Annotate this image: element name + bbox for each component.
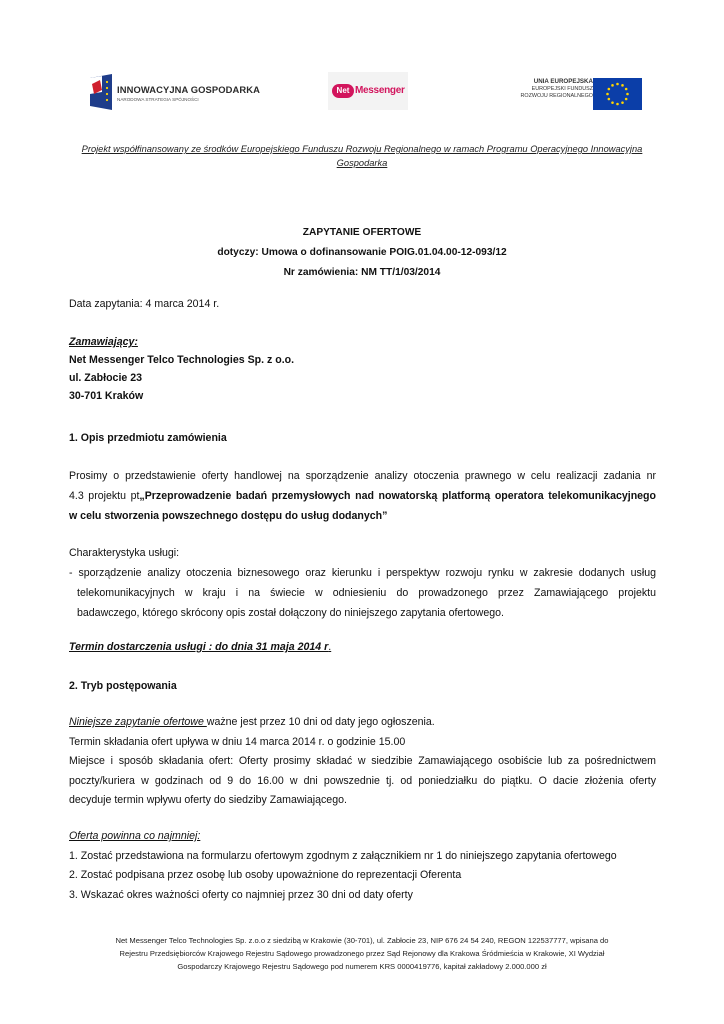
validity-italic: Niniejsze zapytanie ofertowe bbox=[69, 716, 207, 728]
bullet-line2: telekomunikacyjnych w kraju i na świecie w odniesieniu do prowadzonego przez Zamawiającego projektu bbox=[77, 587, 656, 599]
orderer-city: 30-701 Kraków bbox=[69, 390, 144, 402]
eu-star-icon bbox=[611, 84, 614, 87]
ue-logo-line2: EUROPEJSKI FUNDUSZ bbox=[531, 86, 593, 92]
place-line3: decyduje termin wpływu oferty do siedziby Zamawiającego. bbox=[69, 794, 347, 806]
place-line2: poczty/kuriera w godzinach od 9 do 16.00 w dni powszednie tj. od poniedziałku do piątku. O dacie złożenia oferty bbox=[69, 774, 656, 787]
nm-logo-badge: Net bbox=[332, 84, 354, 98]
agreement-reference: dotyczy: Umowa o dofinansowanie POIG.01.04.00-12-093/12 bbox=[217, 247, 507, 258]
section1-heading: 1. Opis przedmiotu zamówienia bbox=[69, 432, 227, 444]
project-cofinancing-note: Projekt współfinansowany ze środków Europejskiego Funduszu Rozwoju Regionalnego w ramach Programu Operacyjnego Innowacyjna Gospodarka bbox=[81, 144, 643, 168]
footer-line2: Rejestru Przedsiębiorców Krajowego Rejestru Sądowego prowadzonego przez Sąd Rejonowy dla Krakowa Śródmieścia w Krakowie, XI Wydział bbox=[119, 949, 605, 958]
project-title-part1: „Przeprowadzenie badań przemysłowych nad nowatorską platformą operatora telekomunikacyjnego bbox=[139, 490, 656, 502]
ig-logo-subtitle: NARODOWA STRATEGIA SPÓJNOŚCI bbox=[117, 97, 199, 102]
footer-line1: Net Messenger Telco Technologies Sp. z.o.o z siedzibą w Krakowie (30-701), ul. Zabłocie 23, NIP 676 24 54 240, REGON 122537777, wpisana do bbox=[115, 936, 609, 945]
net-messenger-logo bbox=[328, 72, 408, 110]
document-title-block bbox=[0, 223, 724, 283]
delivery-deadline-text: Termin dostarczenia usługi : do dnia 31 maja 2014 r bbox=[69, 641, 329, 653]
offer-item: 2. Zostać podpisana przez osobę lub osoby upoważnione do reprezentacji Oferenta bbox=[69, 869, 462, 881]
eu-star-icon bbox=[621, 101, 624, 104]
logos-header bbox=[88, 72, 644, 112]
ue-logo-text bbox=[501, 78, 593, 108]
orderer-block bbox=[69, 333, 656, 405]
company-footer bbox=[60, 934, 664, 973]
eu-star-icon bbox=[606, 93, 609, 96]
ue-logo-line3: ROZWOJU REGIONALNEGO bbox=[520, 93, 593, 99]
delivery-deadline-end: . bbox=[328, 641, 332, 653]
characteristic-heading: Charakterystyka usługi: bbox=[69, 547, 180, 559]
offer-item: 1. Zostać przedstawiona na formularzu ofertowym zgodnym z załącznikiem nr 1 do niniejszego zapytania ofertowego bbox=[69, 849, 617, 862]
offer-item: 3. Wskazać okres ważności oferty co najmniej przez 30 dni od daty oferty bbox=[69, 888, 413, 901]
ue-logo-line1: UNIA EUROPEJSKA bbox=[533, 78, 593, 85]
characteristic-block bbox=[69, 543, 656, 623]
ig-logo-title: INNOWACYJNA GOSPODARKA bbox=[117, 84, 261, 95]
orderer-heading: Zamawiający: bbox=[69, 336, 138, 348]
validity-rest: ważne jest przez 10 dni od daty jego ogłoszenia. bbox=[206, 716, 435, 728]
ig-flag-icon bbox=[88, 74, 114, 110]
section1-line2 bbox=[69, 486, 656, 506]
orderer-name: Net Messenger Telco Technologies Sp. z o.o. bbox=[69, 354, 295, 366]
section1-line2-prefix: 4.3 projektu pt bbox=[69, 490, 140, 502]
request-date: Data zapytania: 4 marca 2014 r. bbox=[69, 298, 220, 310]
footer-line3: Gospodarczy Krajowego Rejestru Sądowego pod numerem KRS 0000419776, kapitał zakładowy 2.000.000 zł bbox=[177, 962, 547, 971]
submission-deadline: Termin składania ofert upływa w dniu 14 marca 2014 r. o godzinie 15.00 bbox=[69, 735, 406, 748]
eu-star-icon bbox=[626, 93, 629, 96]
place-line1: Miejsce i sposób składania ofert: Oferty prosimy składać w siedzibie Zamawiającego osobiście lub za pośrednictwem bbox=[69, 755, 656, 767]
section2-body bbox=[69, 713, 656, 811]
eu-star-icon bbox=[616, 83, 619, 86]
eu-flag-icon bbox=[593, 78, 642, 110]
eu-star-icon bbox=[611, 101, 614, 104]
eu-star-icon bbox=[625, 98, 628, 101]
offer-requirements bbox=[69, 827, 656, 905]
validity-line bbox=[69, 713, 656, 733]
offer-heading: Oferta powinna co najmniej: bbox=[69, 830, 201, 842]
bullet-line1: - sporządzenie analizy otoczenia biznesowego oraz kierunku i perspektyw rozwoju rynku w zakresie dodanych usług bbox=[69, 567, 656, 579]
document-title: ZAPYTANIE OFERTOWE bbox=[302, 227, 422, 238]
eu-star-icon bbox=[625, 88, 628, 91]
section1-paragraph bbox=[69, 466, 656, 526]
section1-line1: Prosimy o przedstawienie oferty handlowej na sporządzenie analizy otoczenia prawnego w celu realizacji zadania nr bbox=[69, 470, 656, 482]
orderer-street: ul. Zabłocie 23 bbox=[69, 372, 143, 384]
eu-star-icon bbox=[621, 84, 624, 87]
eu-star-icon bbox=[608, 98, 611, 101]
section2-heading: 2. Tryb postępowania bbox=[69, 680, 177, 692]
bullet-line3: badawczego, którego skrócony opis został dołączony do niniejszego zapytania ofertowego. bbox=[77, 607, 504, 619]
order-number: Nr zamówienia: NM TT/1/03/2014 bbox=[283, 267, 441, 278]
project-title-part2: w celu stworzenia powszechnego dostępu do usług dodanych” bbox=[69, 510, 388, 522]
nm-logo-text: Messenger bbox=[355, 85, 405, 96]
delivery-deadline bbox=[69, 638, 656, 656]
innowacyjna-gospodarka-logo bbox=[88, 74, 261, 110]
eu-star-icon bbox=[608, 88, 611, 91]
eu-star-icon bbox=[616, 103, 619, 106]
